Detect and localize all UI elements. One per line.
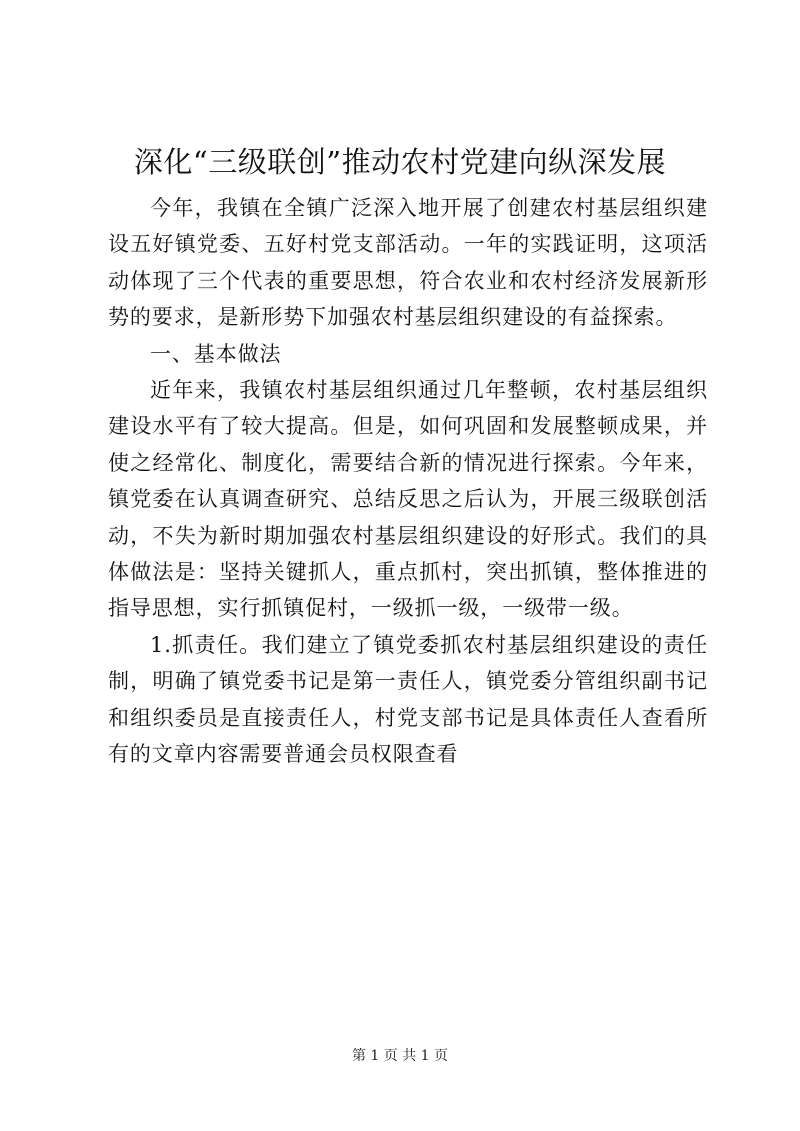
page-footer: 第 1 页 共 1 页 bbox=[351, 1048, 449, 1064]
paragraph-methods: 近年来，我镇农村基层组织通过几年整顿，农村基层组织建设水平有了较大提高。但是，如何巩固和发展整顿成果，并使之经常化、制度化，需要结合新的情况进行探索。今年来，镇党委在认真调查研究、总结反思之后认为，开展三级联创活动，不失为新时期加强农村基层组织建设的好形式。我们的具体做法是：坚持关键抓人，重点抓村，突出抓镇，整体推进的指导思想，实行抓镇促村，一级抓一级，一级带一级。 bbox=[108, 378, 708, 621]
paragraph-responsibility: 1.抓责任。我们建立了镇党委抓农村基层组织建设的责任制，明确了镇党委书记是第一责任人，镇党委分管组织副书记和组织委员是直接责任人，村党支部书记是具体责任人查看所有的文章内容需要普通会员权限查看 bbox=[108, 632, 708, 767]
document-body bbox=[108, 190, 708, 773]
section-heading-basic-methods: 一、基本做法 bbox=[150, 341, 282, 366]
paragraph-intro: 今年，我镇在全镇广泛深入地开展了创建农村基层组织建设五好镇党委、五好村党支部活动。一年的实践证明，这项活动体现了三个代表的重要思想，符合农业和农村经济发展新形势的要求，是新形势下加强农村基层组织建设的有益探索。 bbox=[108, 196, 708, 330]
document-title: 深化“三级联创”推动农村党建向纵深发展 bbox=[133, 145, 667, 179]
